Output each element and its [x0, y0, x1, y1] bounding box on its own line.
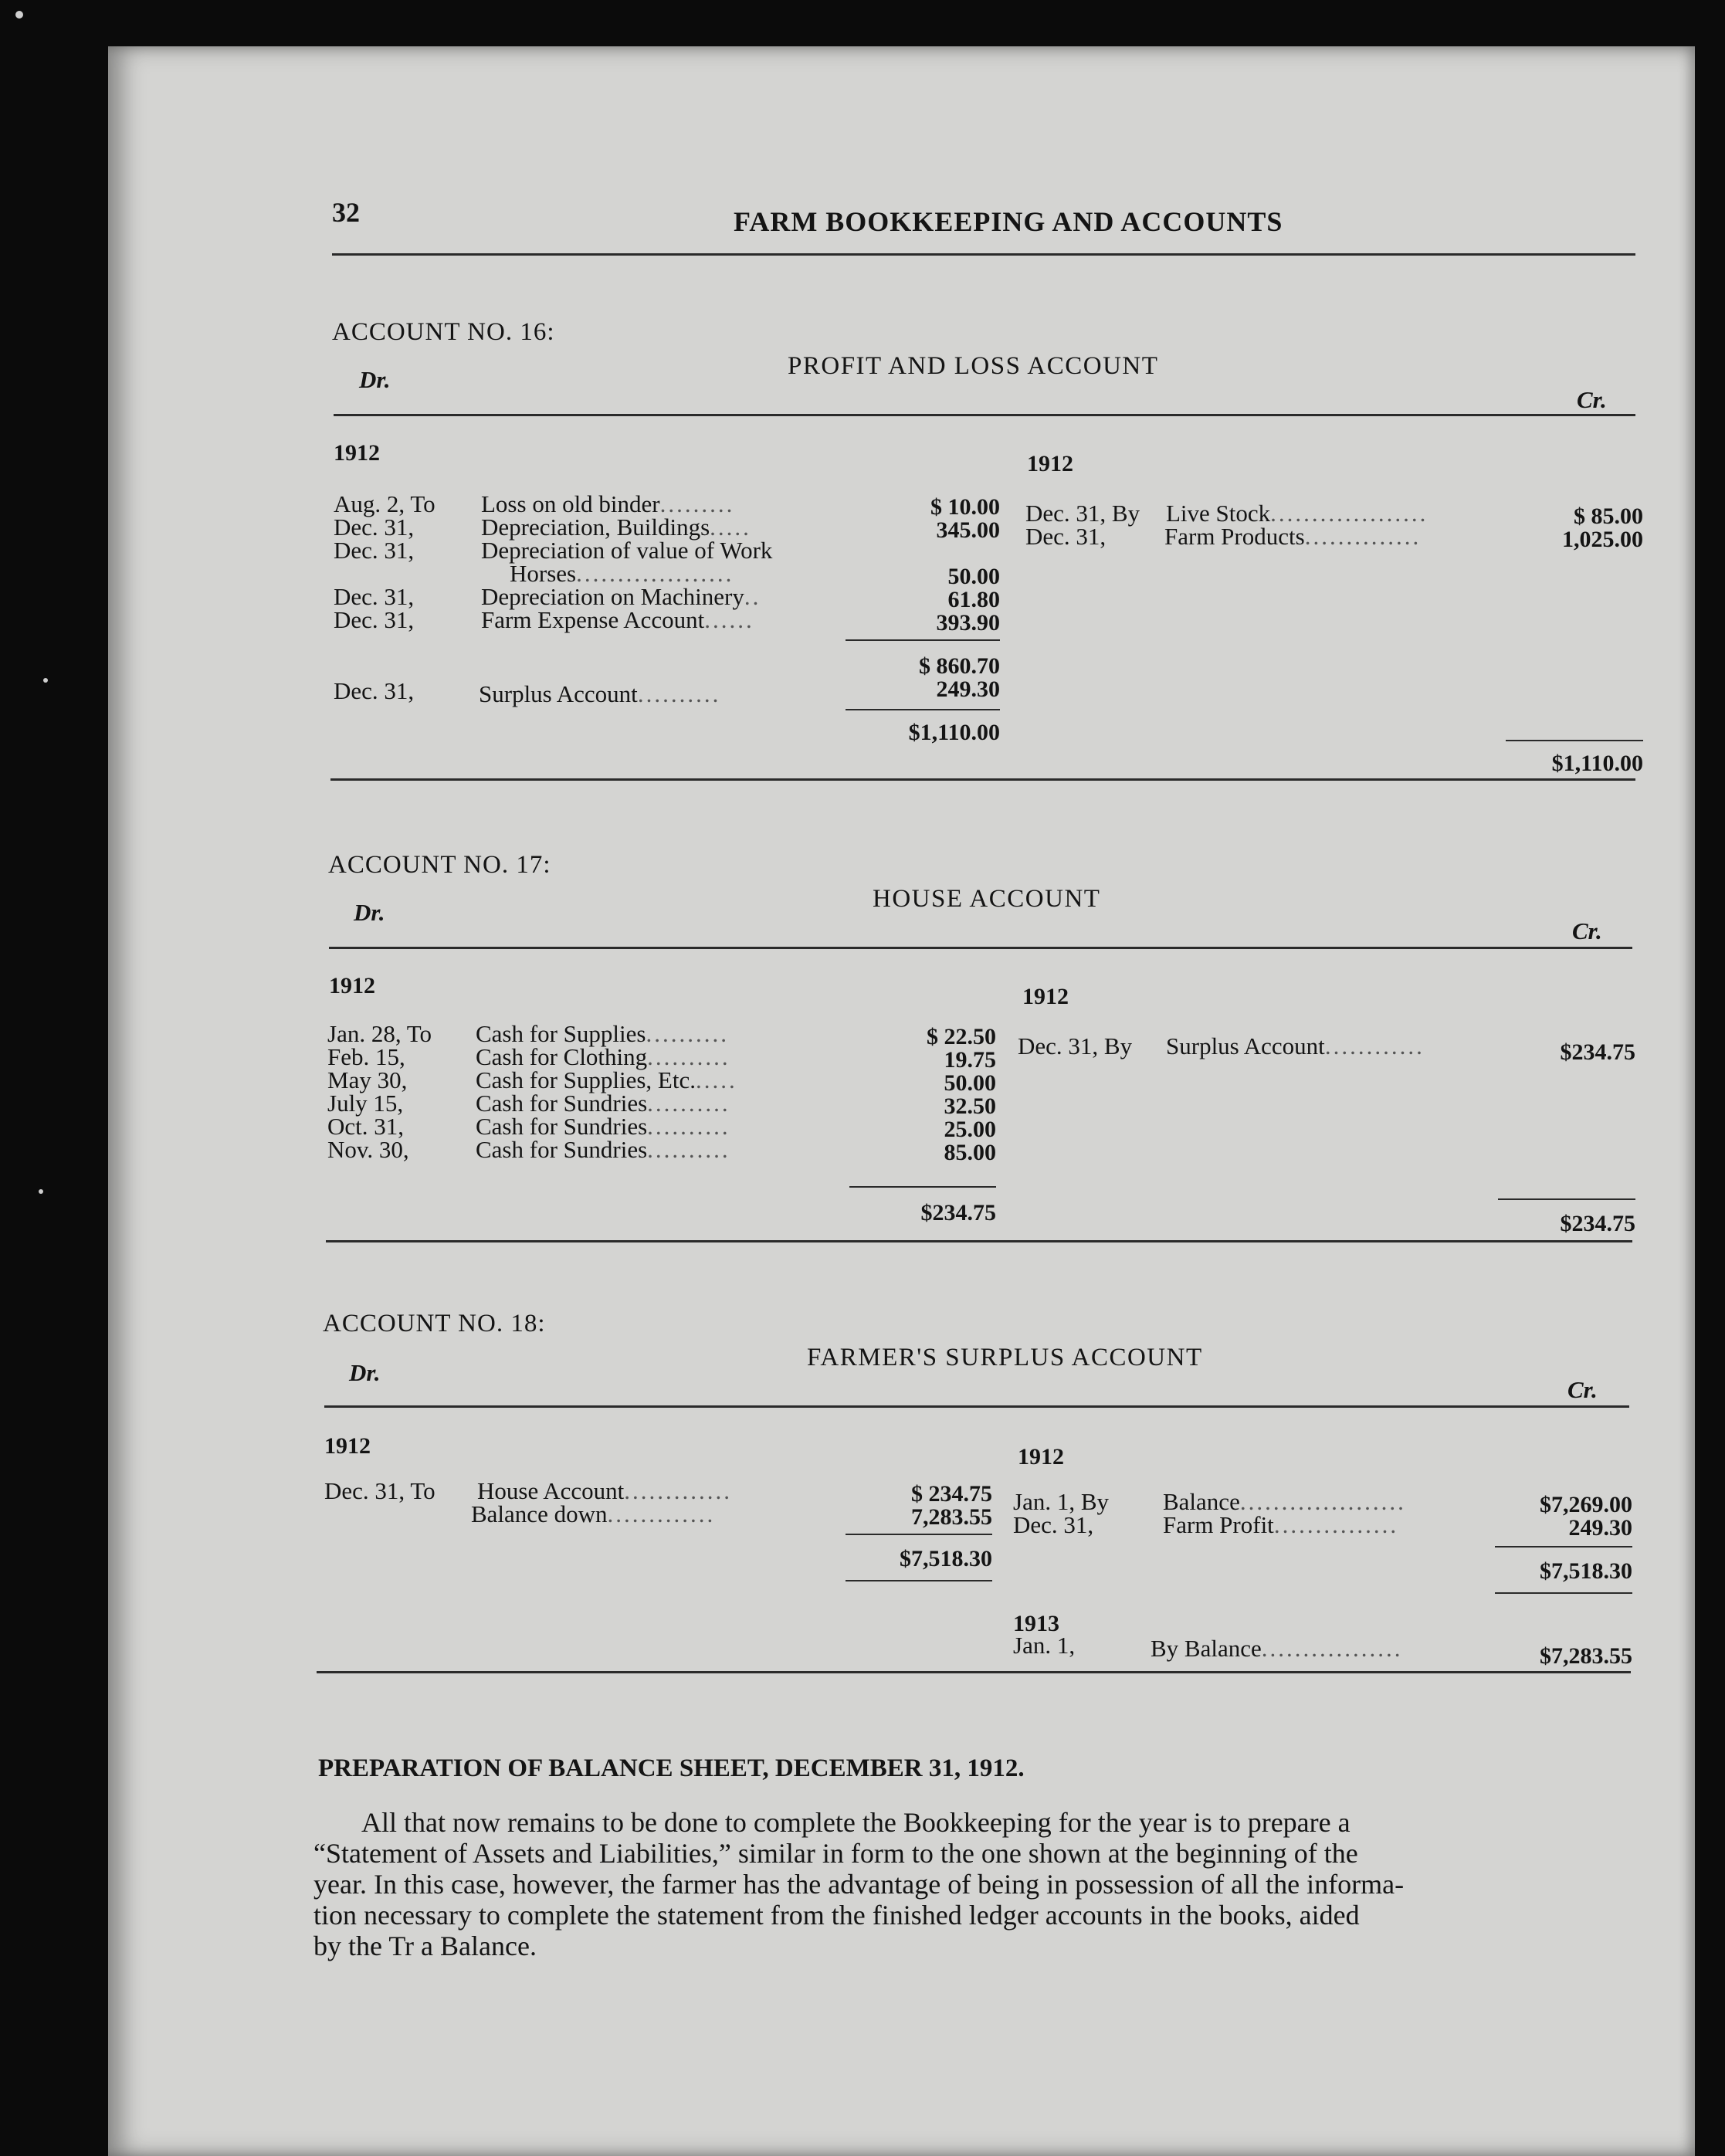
- entry-amount: 61.80: [947, 587, 1000, 612]
- entry-description: Surplus Account............: [1166, 1032, 1425, 1059]
- entry-description: Surplus Account..........: [479, 680, 721, 707]
- entry-description: Balance down.............: [471, 1500, 716, 1527]
- account-bottom-rule: [330, 778, 1635, 781]
- header-rule: [332, 253, 1635, 256]
- carry-year: 1913: [1013, 1611, 1059, 1636]
- scan-speck: [39, 1189, 43, 1194]
- running-title: FARM BOOKKEEPING AND ACCOUNTS: [734, 206, 1283, 237]
- entry-description: Farm Profit...............: [1163, 1511, 1399, 1538]
- total-rule: [849, 1186, 996, 1188]
- credit-year: 1912: [1018, 1444, 1064, 1470]
- book-page: [108, 46, 1695, 2156]
- credit-total: $234.75: [1560, 1211, 1635, 1236]
- credit-label: Cr.: [1567, 1376, 1598, 1403]
- credit-year: 1912: [1027, 451, 1073, 476]
- entry-amount: 50.00: [947, 564, 1000, 589]
- entry-amount: 7,283.55: [911, 1504, 992, 1530]
- credit-entry: Dec. 31,: [1013, 1511, 1094, 1538]
- entry-description: Depreciation, Buildings.....: [481, 514, 751, 541]
- page-number: 32: [332, 197, 360, 228]
- debit-year: 1912: [324, 1433, 371, 1459]
- credit-label: Cr.: [1577, 386, 1607, 413]
- debit-entry: Feb. 15,: [327, 1043, 405, 1070]
- paragraph-line: year. In this case, however, the farmer has the advantage of being in possession of all the informa-: [313, 1869, 1405, 1900]
- entry-description: Cash for Clothing..........: [476, 1043, 730, 1070]
- body-paragraph: [313, 1807, 1643, 1961]
- credit-entry: Dec. 31,: [1025, 523, 1107, 550]
- entry-amount: 19.75: [944, 1047, 996, 1073]
- total-rule: [1495, 1546, 1632, 1548]
- entry-amount: 1,025.00: [1562, 527, 1643, 552]
- entry-description: Cash for Supplies, Etc......: [476, 1066, 737, 1093]
- debit-entry: Jan. 28, To: [327, 1020, 432, 1047]
- debit-entry: Aug. 2, To: [334, 490, 435, 517]
- entry-amount: $ 10.00: [930, 494, 1000, 520]
- total-rule: [1498, 1198, 1635, 1200]
- credit-entry: Jan. 1, By: [1013, 1488, 1110, 1515]
- total-rule: [1495, 1592, 1632, 1594]
- debit-year: 1912: [334, 440, 380, 466]
- entry-description: Depreciation on Machinery..: [481, 583, 761, 610]
- entry-description: Cash for Sundries..........: [476, 1136, 730, 1163]
- account-title: FARMER'S SURPLUS ACCOUNT: [807, 1344, 1203, 1371]
- entry-amount: $ 85.00: [1574, 503, 1643, 529]
- entry-description: Loss on old binder.........: [481, 490, 735, 517]
- entry-description: Cash for Sundries..........: [476, 1090, 730, 1117]
- entry-description: House Account.............: [477, 1477, 733, 1504]
- debit-entry: Nov. 30,: [327, 1136, 409, 1163]
- debit-entry: Dec. 31,: [334, 514, 415, 541]
- entry-description: Depreciation of value of Work: [481, 537, 773, 564]
- account-top-rule: [334, 414, 1635, 416]
- subtotal-amount: $ 860.70: [919, 653, 1000, 679]
- account-number: ACCOUNT NO. 16:: [332, 318, 555, 346]
- account-top-rule: [324, 1405, 1629, 1408]
- credit-entry: Dec. 31, By: [1025, 500, 1140, 527]
- debit-entry: Dec. 31,: [334, 677, 415, 704]
- entry-amount: 25.00: [944, 1117, 996, 1142]
- scan-speck: [15, 11, 23, 19]
- entry-description: Balance....................: [1163, 1488, 1406, 1515]
- debit-year: 1912: [329, 973, 375, 998]
- paragraph-line: tion necessary to complete the statement from the finished ledger accounts in the books, aided: [313, 1900, 1360, 1931]
- paragraph-line: All that now remains to be done to complete the Bookkeeping for the year is to prepare a: [361, 1807, 1351, 1838]
- account-number: ACCOUNT NO. 18:: [323, 1310, 546, 1337]
- debit-entry: Dec. 31,: [334, 583, 415, 610]
- total-rule: [846, 1534, 992, 1535]
- debit-entry: Dec. 31,: [334, 537, 415, 564]
- entry-amount: 32.50: [944, 1093, 996, 1119]
- subtotal-rule: [846, 639, 1000, 641]
- entry-description: Farm Products..............: [1164, 523, 1422, 550]
- debit-label: Dr.: [354, 899, 385, 926]
- credit-entry: Dec. 31, By: [1018, 1032, 1133, 1059]
- debit-entry: July 15,: [327, 1090, 404, 1117]
- entry-description: Live Stock...................: [1166, 500, 1428, 527]
- entry-description: Cash for Supplies..........: [476, 1020, 729, 1047]
- entry-amount: 50.00: [944, 1070, 996, 1096]
- entry-description: Farm Expense Account......: [481, 606, 754, 633]
- scan-speck: [43, 678, 48, 683]
- credit-label: Cr.: [1572, 917, 1602, 944]
- account-number: ACCOUNT NO. 17:: [328, 851, 551, 879]
- entry-description: Horses...................: [510, 560, 734, 587]
- account-title: PROFIT AND LOSS ACCOUNT: [788, 352, 1159, 380]
- entry-amount: $7,269.00: [1540, 1492, 1632, 1517]
- entry-amount: 249.30: [1568, 1515, 1632, 1541]
- debit-entry: Oct. 31,: [327, 1113, 405, 1140]
- entry-amount: $234.75: [1560, 1039, 1635, 1065]
- debit-label: Dr.: [359, 366, 391, 393]
- credit-total: $1,110.00: [1551, 751, 1643, 776]
- account-title: HOUSE ACCOUNT: [873, 885, 1101, 913]
- entry-amount: $ 22.50: [927, 1024, 996, 1049]
- debit-total: $7,518.30: [900, 1546, 992, 1571]
- carry-entry-date: Jan. 1,: [1013, 1632, 1076, 1659]
- debit-entry: May 30,: [327, 1066, 408, 1093]
- account-bottom-rule: [317, 1671, 1631, 1673]
- debit-entry: Dec. 31,: [334, 606, 415, 633]
- entry-amount: $ 234.75: [911, 1481, 992, 1507]
- debit-total: $1,110.00: [908, 720, 1000, 745]
- carry-amount: $7,283.55: [1540, 1643, 1632, 1669]
- entry-amount: 345.00: [936, 517, 1000, 543]
- paragraph-line: by the Tr a Balance.: [313, 1931, 537, 1961]
- credit-total: $7,518.30: [1540, 1558, 1632, 1584]
- total-rule: [846, 709, 1000, 710]
- entry-description: Cash for Sundries..........: [476, 1113, 730, 1140]
- entry-description: By Balance.................: [1151, 1635, 1403, 1662]
- entry-amount: 393.90: [936, 610, 1000, 636]
- entry-amount: 85.00: [944, 1140, 996, 1165]
- account-bottom-rule: [326, 1240, 1632, 1242]
- total-rule: [1506, 740, 1643, 741]
- paragraph-line: “Statement of Assets and Liabilities,” similar in form to the one shown at the beginning of the: [313, 1838, 1358, 1869]
- section-heading: PREPARATION OF BALANCE SHEET, DECEMBER 31, 1912.: [318, 1754, 1025, 1782]
- credit-year: 1912: [1022, 984, 1069, 1009]
- account-top-rule: [329, 947, 1632, 949]
- entry-amount: 249.30: [936, 676, 1000, 702]
- debit-label: Dr.: [349, 1359, 381, 1386]
- total-rule: [846, 1580, 992, 1581]
- debit-entry: Dec. 31, To: [324, 1477, 435, 1504]
- debit-total: $234.75: [920, 1200, 996, 1225]
